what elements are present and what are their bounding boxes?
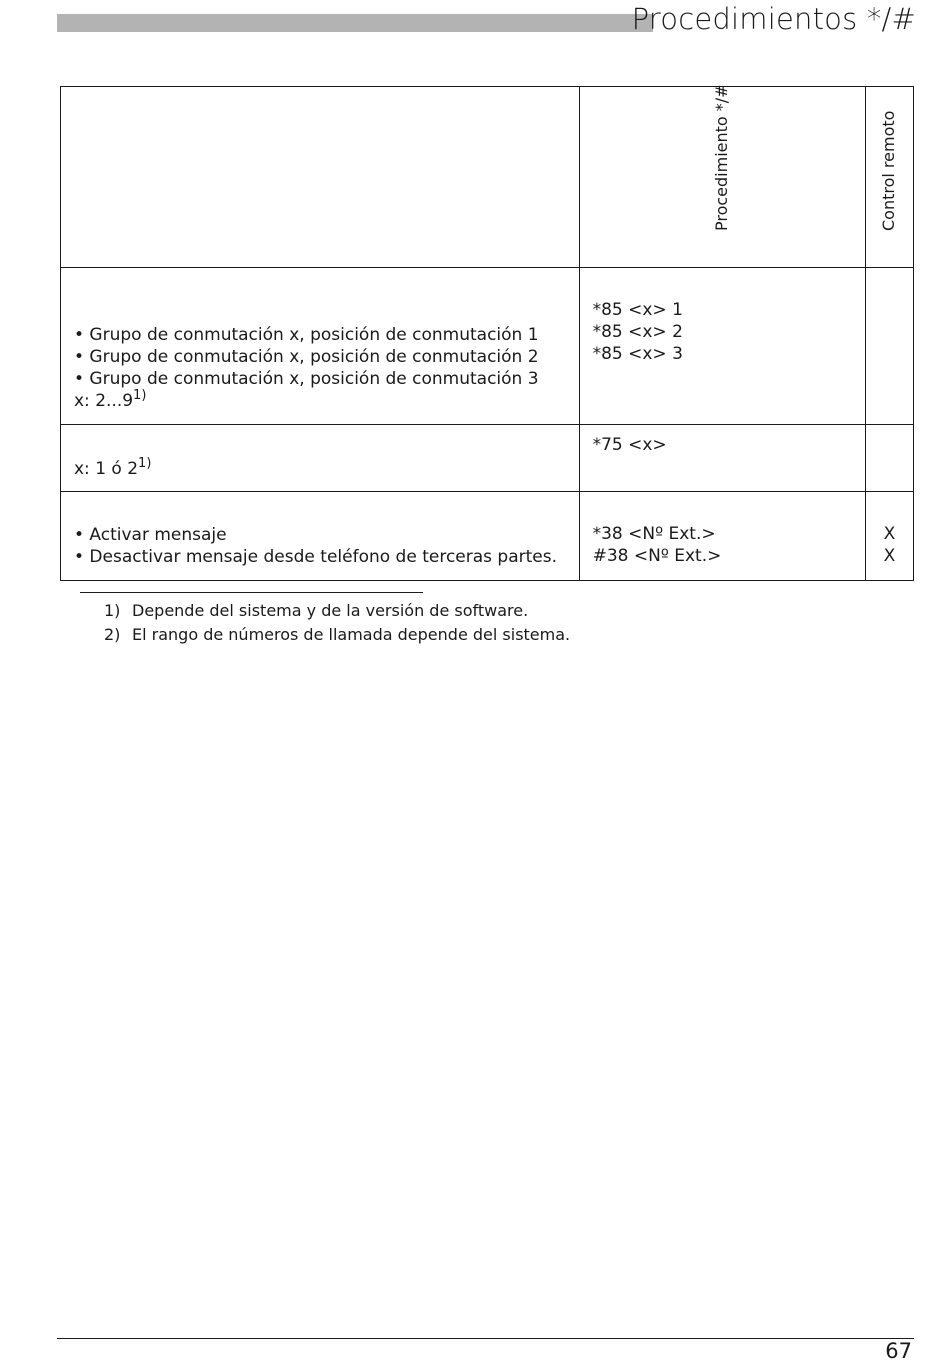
footnote-text: Depende del sistema y de la versión de software. [132, 601, 529, 620]
remote-cell [865, 268, 913, 425]
description-line: • Grupo de conmutación x, posición de conmutación 2 [74, 347, 539, 367]
description-line: • Grupo de conmutación x, posición de conmutación 3 [74, 369, 539, 389]
footnote-divider [80, 592, 423, 593]
footnote-number: 2) [104, 625, 121, 644]
remote-cell [865, 492, 913, 581]
remote-mark: X [883, 546, 896, 566]
procedure-code: *85 <x> 1 [592, 300, 683, 320]
table-row [61, 425, 914, 492]
remote-mark: X [883, 524, 896, 544]
procedure-code: *85 <x> 3 [592, 344, 683, 364]
procedure-code: *38 <Nº Ext.> [592, 524, 716, 544]
description-cell [61, 268, 580, 425]
header-cell-remote-control [865, 87, 913, 268]
procedure-code: #38 <Nº Ext.> [592, 546, 722, 566]
header-bar [57, 14, 653, 32]
footnote [104, 623, 570, 647]
range-note-text: x: 2...9 [74, 391, 134, 411]
column-header-procedure: Procedimiento */# [712, 84, 732, 231]
description-cell [61, 425, 580, 492]
procedure-cell [579, 425, 865, 492]
range-note [74, 458, 573, 480]
footnote-ref: 1) [138, 456, 152, 471]
page-title: Procedimientos */# [631, 2, 916, 36]
remote-cell [865, 425, 913, 492]
footnote-text: El rango de números de llamada depende del sistema. [132, 625, 571, 644]
footer-divider [57, 1338, 914, 1339]
footnote [104, 599, 570, 623]
description-line: • Activar mensaje [74, 525, 227, 545]
table-header-row [61, 87, 914, 268]
table-row [61, 268, 914, 425]
description-cell [61, 492, 580, 581]
footnotes [104, 599, 570, 647]
procedure-cell [579, 268, 865, 425]
footnote-ref: 1) [133, 388, 147, 403]
procedure-code: *85 <x> 2 [592, 322, 683, 342]
header-cell-description [61, 87, 580, 268]
description-line: • Desactivar mensaje desde teléfono de terceras partes. [74, 547, 557, 567]
procedure-cell [579, 492, 865, 581]
footnote-number: 1) [104, 601, 121, 620]
page-number: 67 [885, 1339, 912, 1363]
range-note-text: x: 1 ó 2 [74, 459, 139, 479]
range-note [74, 390, 573, 412]
procedure-code: *75 <x> [592, 435, 667, 455]
table-row [61, 492, 914, 581]
header-cell-procedure [579, 84, 865, 268]
column-header-remote-control: Control remoto [879, 110, 899, 231]
procedures-table [60, 86, 914, 581]
description-line: • Grupo de conmutación x, posición de conmutación 1 [74, 325, 539, 345]
